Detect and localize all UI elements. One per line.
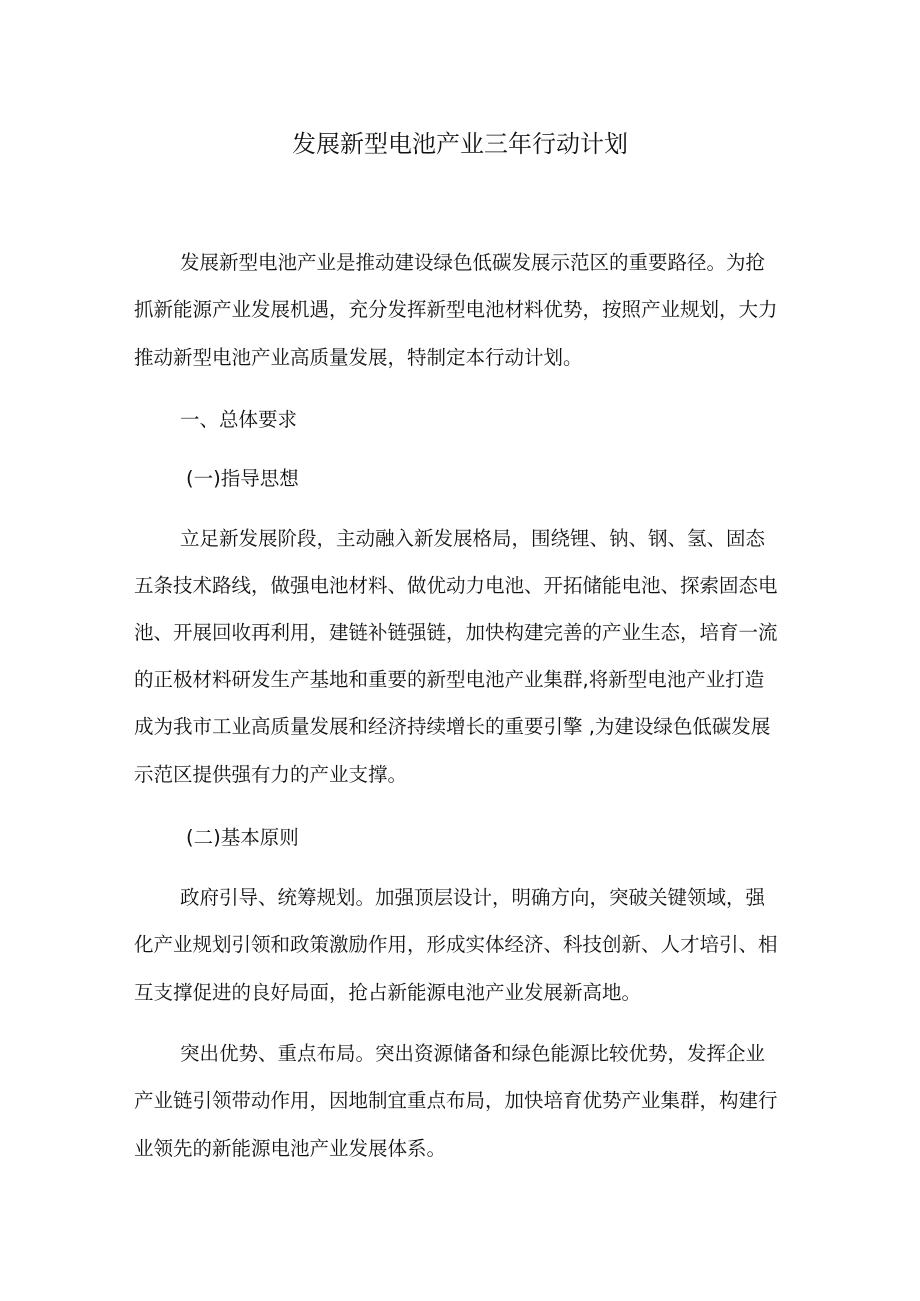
paragraph-line: 产业链引领带动作用，因地制宜重点布局，加快培育优势产业集群，构建行 bbox=[134, 1089, 778, 1112]
paragraph-line: 突出优势、重点布局。突出资源储备和绿色能源比较优势，发挥企业 bbox=[180, 1042, 766, 1065]
paragraph-line: 立足新发展阶段，主动融入新发展格局，围绕锂、钠、钢、氢、固态 bbox=[180, 527, 766, 550]
paragraph-line: 政府引导、统筹规划。加强顶层设计，明确方向，突破关键领域，强 bbox=[180, 886, 766, 909]
subsection-heading: (一)指导思想 bbox=[186, 467, 299, 490]
paragraph-line: 推动新型电池产业高质量发展，特制定本行动计划。 bbox=[134, 346, 583, 369]
paragraph-line: 化产业规划引领和政策激励作用，形成实体经济、科技创新、人才培引、相 bbox=[134, 933, 778, 956]
paragraph-line: 的正极材料研发生产基地和重要的新型电池产业集群,将新型电池产业打造 bbox=[134, 668, 765, 691]
paragraph-line: 发展新型电池产业是推动建设绿色低碳发展示范区的重要路径。为抢 bbox=[180, 251, 766, 274]
paragraph-line: 池、开展回收再利用，建链补链强链，加快构建完善的产业生态，培育一流 bbox=[134, 621, 778, 644]
paragraph-line: 示范区提供强有力的产业支撑。 bbox=[134, 763, 408, 786]
paragraph-line: 成为我市工业高质量发展和经济持续增长的重要引擎 ,为建设绿色低碳发展 bbox=[134, 715, 771, 738]
document-title: 发展新型电池产业三年行动计划 bbox=[292, 130, 628, 158]
section-heading: 一、总体要求 bbox=[180, 408, 298, 431]
paragraph-line: 五条技术路线，做强电池材料、做优动力电池、开拓储能电池、探索固态电 bbox=[134, 574, 778, 597]
paragraph-line: 抓新能源产业发展机遇，充分发挥新型电池材料优势，按照产业规划，大力 bbox=[134, 298, 778, 321]
subsection-heading: (二)基本原则 bbox=[186, 826, 299, 849]
paragraph-line: 互支撑促进的良好局面，抢占新能源电池产业发展新高地。 bbox=[134, 981, 642, 1004]
paragraph-line: 业领先的新能源电池产业发展体系。 bbox=[134, 1137, 447, 1160]
